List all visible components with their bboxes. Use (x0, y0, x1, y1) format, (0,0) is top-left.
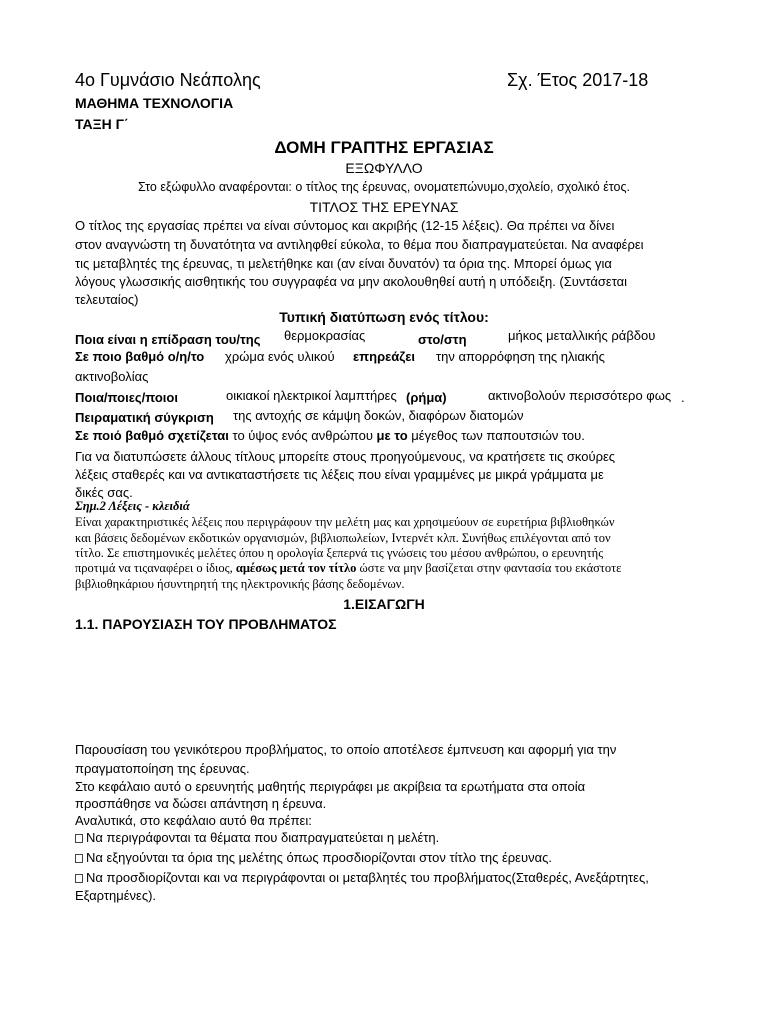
intro-bullet (75, 870, 649, 885)
template-row2-c: επηρεάζει (353, 349, 416, 364)
research-title-line: Ο τίτλος της εργασίας πρέπει να είναι σύντομος και ακριβής (12-15 λέξεις). Θα πρέπει να δίνει (75, 218, 615, 233)
template-row3-a: Ποια/ποιες/ποιοι (75, 390, 178, 405)
template-row3-c: (ρήμα) (406, 390, 447, 405)
bullet-icon (75, 834, 83, 843)
template-row4-a: Πειραματική σύγκριση (75, 410, 214, 425)
intro-line: Αναλυτικά, στο κεφάλαιο αυτό θα πρέπει: (75, 813, 312, 828)
keywords-line-4 (75, 561, 621, 576)
template-row1-c: στο/στη (418, 332, 467, 347)
template-row3-b: οικιακοί ηλεκτρικοί λαμπτήρες (226, 388, 397, 403)
template-row2-a: Σε ποιο βαθμό ο/η/το (75, 349, 205, 364)
intro-line: πραγματοποίηση της έρευνας. (75, 761, 250, 776)
research-title-line: τις μεταβλητές της έρευνας, τι μελετήθηκε και (αν είναι δυνατόν) τα όρια της. Μπορεί όμως για (75, 256, 612, 271)
intro-bullet-text: Να περιγράφονται τα θέματα που διαπραγματεύεται η μελέτη. (86, 830, 440, 845)
subject-label: ΜΑΘΗΜΑ ΤΕΧΝΟΛΟΓΙΑ (75, 95, 234, 111)
keywords-line: βιβλιοθηκάριου ήσυντηρητή της ηλεκτρονικής βάσης δεδομένων. (75, 577, 405, 591)
typical-para-line: Για να διατυπώσετε άλλους τίτλους μπορείτε στους προηγούμενους, να κρατήσετε τις σκούρες (75, 449, 616, 464)
template-row3-e: . (681, 390, 685, 405)
keywords-line-4c: ώστε να μην βασίζεται στην φαντασία του εκάστοτε (356, 561, 622, 575)
class-label: ΤΑΞΗ Γ΄ (75, 116, 129, 132)
typical-para-line: λέξεις σταθερές και να αντικαταστήσετε τις λέξεις που είναι γραμμένες με μικρά γράμματα με (75, 467, 604, 482)
intro-line: Παρουσίαση του γενικότερου προβλήματος, το οποίο αποτέλεσε έμπνευση και αφορμή για την (75, 742, 617, 757)
typical-para-line: δικές σας. (75, 485, 133, 500)
template-row5-c: με το (376, 428, 408, 443)
template-row1-d: μήκος μεταλλικής ράβδου (508, 328, 656, 343)
keywords-line: Είναι χαρακτηριστικές λέξεις που περιγράφουν την μελέτη μας και χρησιμεύουν σε ευρετήρια βιβλιοθηκών (75, 515, 615, 529)
template-row1-b: θερμοκρασίας (284, 328, 366, 343)
school-name: 4ο Γυμνάσιο Νεάπολης (75, 70, 261, 90)
intro-heading: 1.ΕΙΣΑΓΩΓΗ (343, 596, 425, 612)
intro-bullet (75, 850, 552, 865)
template-row5 (75, 428, 585, 443)
template-row5-a: Σε ποιό βαθμό σχετίζεται (75, 428, 229, 443)
keywords-line: και βάσεις δεδομένων εκδοτικών οργανισμών, βιβλιοπωλείων, Ιντερνέτ κλπ. Συνήθως επιλέγονται από τον (75, 531, 611, 545)
intro-subheading: 1.1. ΠΑΡΟΥΣΙΑΣΗ ΤΟΥ ΠΡΟΒΛΗΜΑΤΟΣ (75, 616, 337, 632)
intro-bullet (75, 830, 439, 845)
research-title-line: λόγους γλωσσικής αισθητικής του συγγραφέα να μην ακολουθηθεί αυτή η υπόδειξη. (Συντάσεται (75, 274, 628, 289)
intro-bullet-text: Να προσδιορίζονται και να περιγράφονται οι μεταβλητές του προβλήματος(Σταθερές, Ανεξάρτητες, (86, 870, 649, 885)
school-year: Σχ. Έτος 2017-18 (507, 70, 649, 90)
cover-heading: ΕΞΩΦΥΛΛΟ (345, 160, 423, 176)
intro-bullet-cont: Εξαρτημένες). (75, 888, 157, 903)
intro-line: προσπάθησε να δώσει απάντηση η έρευνα. (75, 796, 327, 811)
template-row4-b: της αντοχής σε κάμψη δοκών, διαφόρων διατομών (233, 408, 524, 423)
intro-line: Στο κεφάλαιο αυτό ο ερευνητής μαθητής περιγράφει με ακρίβεια τα ερωτήματα στα οποία (75, 779, 586, 794)
bullet-icon (75, 874, 83, 883)
template-row3-d: ακτινοβολούν περισσότερο φως (488, 388, 672, 403)
template-row5-d: μέγεθος των παπουτσιών του. (407, 428, 585, 443)
research-title-heading: ΤΙΤΛΟΣ ΤΗΣ ΕΡΕΥΝΑΣ (309, 199, 459, 215)
research-title-line: στον αναγνώστη τη δυνατότητα να αντιληφθεί εύκολα, το θέμα που διαπραγματεύεται. Να αναφέρει (75, 237, 644, 252)
keywords-emphasis: αμέσως μετά τον τίτλο (235, 561, 357, 575)
keywords-heading: Σημ.2 Λέξεις - κλειδιά (75, 499, 190, 513)
cover-text: Στο εξώφυλλο αναφέρονται: ο τίτλος της έρευνας, ονοματεπώνυμο,σχολείο, σχολικό έτος. (138, 180, 630, 194)
template-row2-d: την απορρόφηση της ηλιακής (436, 349, 605, 364)
document-title: ΔΟΜΗ ΓΡΑΠΤΗΣ ΕΡΓΑΣΙΑΣ (274, 138, 494, 157)
research-title-line: τελευταίος) (75, 292, 139, 307)
template-row1-a: Ποια είναι η επίδραση του/της (75, 332, 261, 347)
template-row2-b: χρώμα ενός υλικού (225, 349, 335, 364)
template-row5-b: το ύψος ενός ανθρώπου (228, 428, 377, 443)
typical-title-heading: Τυπική διατύπωση ενός τίτλου: (279, 309, 489, 325)
intro-bullet-text: Να εξηγούνται τα όρια της μελέτης όπως προσδιορίζονται στον τίτλο της έρευνας. (86, 850, 552, 865)
bullet-icon (75, 854, 83, 863)
template-row2-cont: ακτινοβολίας (75, 369, 149, 384)
keywords-line: τίτλο. Σε επιστημονικές μελέτες όπου η ορολογία ξεπερνά τις γνώσεις του μέσου ανθρώπου, ο ερευνητής (75, 546, 604, 560)
keywords-line-4a: προτιμά να τιςαναφέρει ο ίδιος, (75, 561, 236, 575)
